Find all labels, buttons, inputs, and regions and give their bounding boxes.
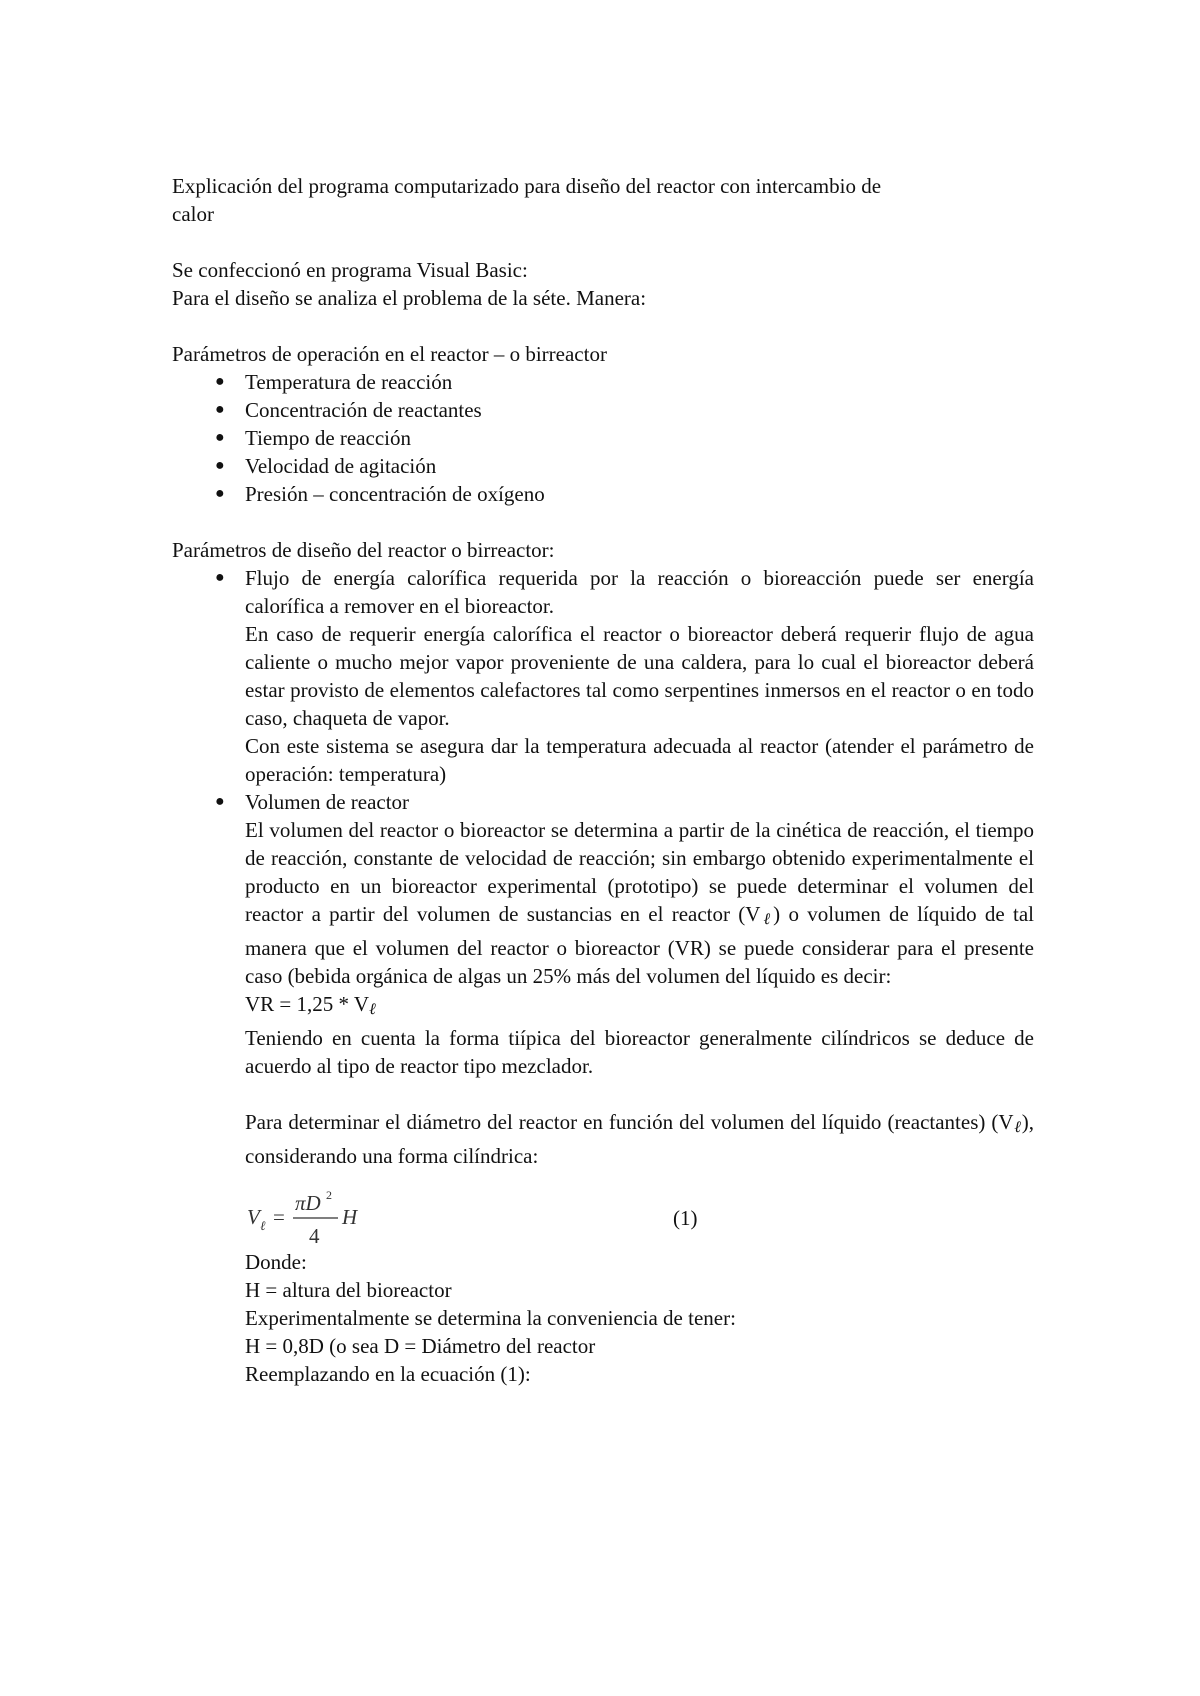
list-item	[172, 452, 1034, 480]
equation-factor: H	[342, 1205, 358, 1229]
title-line-1: Explicación del programa computarizado para diseño del reactor con intercambio de	[172, 174, 882, 198]
equation-number: (1)	[673, 1206, 698, 1230]
list-item	[172, 396, 1034, 424]
document-body	[172, 172, 1034, 1388]
vr-formula: VR = 1,25 * Vℓ	[245, 992, 376, 1018]
list-item-text: Concentración de reactantes	[245, 398, 482, 422]
operation-heading: Parámetros de operación en el reactor – o birreactor	[172, 342, 607, 366]
height-relation: H = 0,8D (o sea D = Diámetro del reactor	[245, 1334, 596, 1358]
bullet-icon: ●	[215, 401, 225, 418]
temperature-paragraph: Con este sistema se asegura dar la temperatura adecuada al reactor (atender el parámetro de operación: temperatura)	[245, 734, 1034, 786]
list-item	[172, 368, 1034, 396]
bullet-icon: ●	[215, 429, 225, 446]
list-item	[172, 788, 1034, 1080]
energy-flow-text: Flujo de energía calorífica requerida por la reacción o bioreacción puede ser energía calorífica a remover en el bioreactor.	[245, 566, 1034, 618]
bullet-icon: ●	[215, 457, 225, 474]
volume-equation	[245, 1188, 385, 1248]
list-item	[172, 564, 1034, 788]
volume-paragraph: El volumen del reactor o bioreactor se determina a partir de la cinética de reacción, el tiempo de reacción, constante de velocidad de reacción; sin embargo obtenido experimentalmente el producto en un bioreactor experimental (prototipo) se puede determinar el volumen del reactor a partir del volumen de sustancias en el reactor (Vℓ) o volumen de líquido de tal manera que el volumen del reactor o bioreactor (VR) se puede considerar para el presente caso (bebida orgánica de algas un 25% más del volumen del líquido es decir:	[245, 818, 1034, 988]
bullet-icon: ●	[215, 793, 225, 810]
equation-exponent: 2	[326, 1188, 332, 1202]
volume-title: Volumen de reactor	[245, 790, 410, 814]
intro-line-2: Para el diseño se analiza el problema de la séte. Manera:	[172, 286, 647, 310]
height-definition: H = altura del bioreactor	[245, 1278, 452, 1302]
design-list	[172, 564, 1034, 1080]
bullet-icon: ●	[215, 485, 225, 502]
equation-denominator: 4	[309, 1224, 320, 1248]
document-title	[172, 172, 1034, 228]
list-item-text: Velocidad de agitación	[245, 454, 437, 478]
experimental-note: Experimentalmente se determina la conveniencia de tener:	[245, 1306, 736, 1330]
bullet-icon: ●	[215, 373, 225, 390]
design-heading: Parámetros de diseño del reactor o birreactor:	[172, 538, 555, 562]
equation-lhs: V	[247, 1205, 260, 1229]
list-item	[172, 424, 1034, 452]
list-item	[172, 480, 1034, 508]
equation-numerator: πD	[295, 1191, 321, 1215]
heating-paragraph: En caso de requerir energía calorífica el reactor o bioreactor deberá requerir flujo de agua caliente o mucho mejor vapor proveniente de una caldera, para lo cual el bioreactor deberá estar provisto de elementos calefactores tal como serpentines inmersos en el reactor o en todo caso, chaqueta de vapor.	[245, 622, 1034, 730]
equation-1	[172, 1188, 1034, 1248]
donde-label: Donde:	[245, 1250, 307, 1274]
list-item-text: Presión – concentración de oxígeno	[245, 482, 545, 506]
operation-list	[172, 368, 1034, 508]
title-line-2: calor	[172, 202, 214, 226]
list-item-text: Tiempo de reacción	[245, 426, 412, 450]
replace-note: Reemplazando en la ecuación (1):	[245, 1362, 531, 1386]
equation-lhs-sub: ℓ	[260, 1218, 266, 1233]
list-item-text: Temperatura de reacción	[245, 370, 453, 394]
equation-equals: =	[273, 1205, 285, 1229]
bullet-icon: ●	[215, 569, 225, 586]
intro-paragraph	[172, 256, 1034, 312]
intro-line-1: Se confeccionó en programa Visual Basic:	[172, 258, 528, 282]
diameter-paragraph: Para determinar el diámetro del reactor en función del volumen del líquido (reactantes) (Vℓ), considerando una forma cilíndrica:	[245, 1110, 1034, 1168]
shape-paragraph: Teniendo en cuenta la forma tiípica del bioreactor generalmente cilíndricos se deduce de acuerdo al tipo de reactor tipo mezclador.	[245, 1026, 1034, 1078]
